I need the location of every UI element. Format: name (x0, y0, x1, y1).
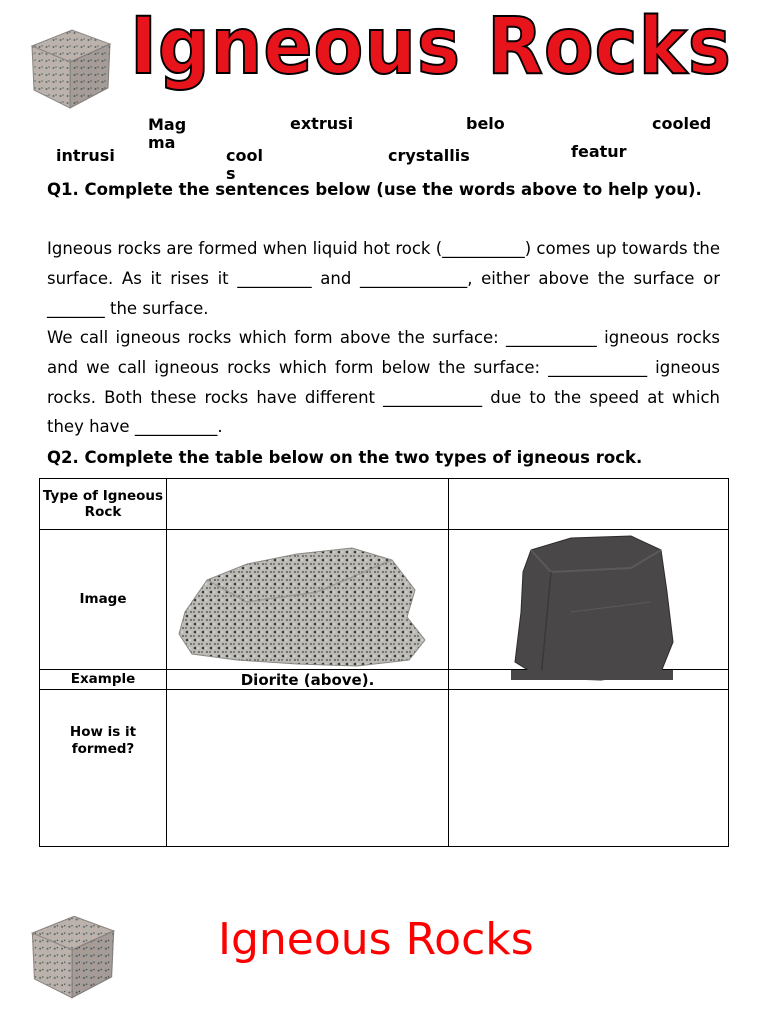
word-bank-cools: cool s (226, 146, 263, 183)
q1-paragraph-1: Igneous rocks are formed when liquid hot rock (__________) comes up towards the surface. As it rises it _________ and _____________, either above the surface or _______ the surface. (47, 239, 720, 318)
answer-cell-formed-2[interactable] (449, 690, 729, 847)
word-bank-featur: featur (571, 142, 627, 161)
granite-cube-icon (24, 910, 120, 1002)
diorite-rock-image (177, 542, 427, 668)
q1-paragraph-2: We call igneous rocks which form above the surface: ___________ igneous rocks and we call igneous rocks which form below the surface: ____________ igneous rocks. Both these rocks have different ____________ due to the speed at which they have __________. (47, 328, 720, 437)
answer-cell-type-1[interactable] (167, 479, 449, 530)
row-label-formed: How is it formed? (40, 690, 167, 847)
word-bank-crystallis: crystallis (388, 146, 470, 165)
table-row (40, 690, 729, 847)
answer-cell-type-2[interactable] (449, 479, 729, 530)
basalt-rock-overlap (511, 670, 673, 680)
image-cell-diorite (167, 530, 449, 670)
word-bank-magma: Mag ma (148, 115, 187, 152)
q1-heading: Q1. Complete the sentences below (use the words above to help you). (47, 180, 702, 199)
table-row (40, 530, 729, 670)
row-label-image: Image (40, 530, 167, 670)
example-basalt (449, 670, 729, 690)
answer-cell-formed-1[interactable] (167, 690, 449, 847)
word-bank-cooled: cooled (652, 114, 712, 133)
word-bank-belo: belo (466, 114, 505, 133)
basalt-rock-image (511, 532, 681, 682)
footer-title: Igneous Rocks (218, 914, 534, 965)
example-diorite: Diorite (above). (167, 670, 449, 690)
word-bank-intrusi: intrusi (56, 146, 115, 165)
page-title: Igneous Rocks (130, 2, 732, 92)
table-row (40, 479, 729, 530)
granite-cube-icon (24, 24, 116, 112)
image-cell-basalt (449, 530, 729, 670)
row-label-type: Type of Igneous Rock (40, 479, 167, 530)
word-bank-extrusi: extrusi (290, 114, 354, 133)
rock-types-table (39, 478, 729, 847)
q2-heading: Q2. Complete the table below on the two types of igneous rock. (47, 448, 643, 467)
table-row (40, 670, 729, 690)
row-label-example: Example (40, 670, 167, 690)
